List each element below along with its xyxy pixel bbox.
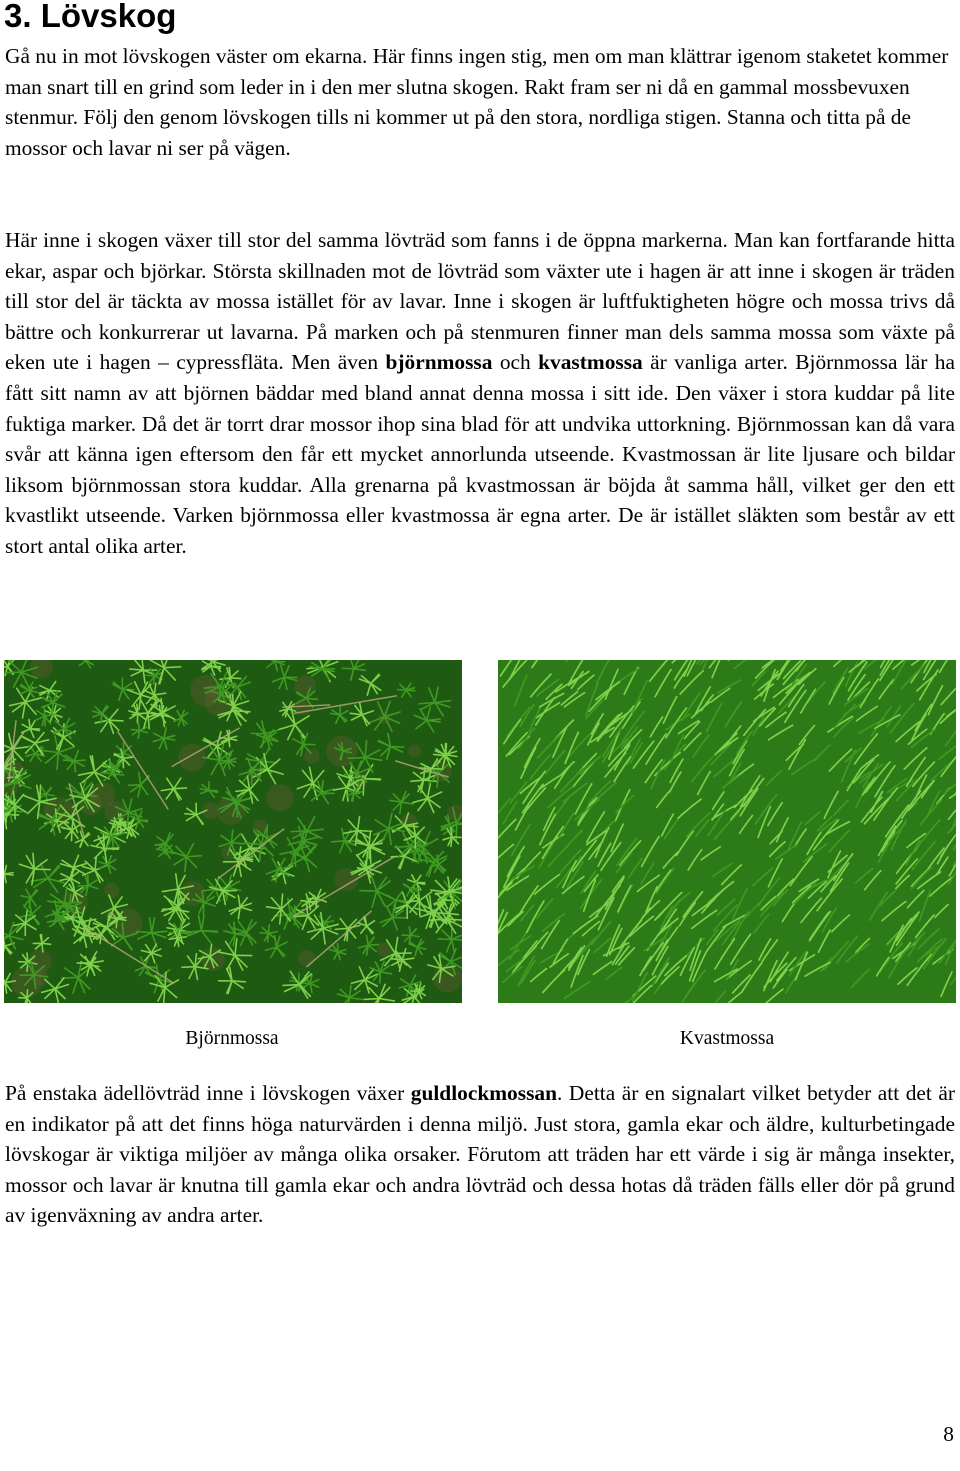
signal-text-2: . Detta är en signalart vilket betyder att det är en indikator på att det finns höga naturvärden i denna miljö. Just stora, gamla ekar och äldre, kulturbetingade lövskogar är viktiga miljöer av många olika orsaker. Förutom att träden har ett värde i sig är många insekter, mossor och lavar är knutna till gamla ekar och andra lövträd och dessa hotas då träden fälls eller dör på grund av igenväxning av andra arter. (5, 1081, 955, 1228)
kvastmossa-caption: Kvastmossa (679, 1028, 775, 1049)
bjornmossa-caption: Björnmossa (185, 1028, 279, 1049)
section-heading: 3. Lövskog (4, 0, 177, 34)
kvastmossa-image (498, 660, 956, 1003)
forest-text-3: är vanliga arter. Björnmossa lär ha fått sitt namn av att björnen bäddar med bland annat denna mossa i sitt ide. Den växer i stora kuddar på lite fuktiga marker. Då det är torrt drar mossor ihop sina blad för att undvika uttorkning. Björnmossan kan då vara svår att känna igen eftersom den får ett mycket annorlunda utseende. Kvastmossan är lite ljusare och bildar liksom björnmossan stora kuddar. Alla grenarna på kvastmossan är böjda åt samma håll, vilket ger den ett kvastlikt utseende. Varken björnmossa eller kvastmossa är egna arter. De är istället släkten som består av ett stort antal olika arter. (5, 350, 955, 558)
forest-text-1: Här inne i skogen växer till stor del samma lövträd som fanns i de öppna markerna. Man kan fortfarande hitta ekar, aspar och björkar. Största skillnaden mot de lövträd som växter ute i hagen är att inne i skogen är träden till stor del är täckta av mossa istället för av lavar. Inne i skogen är luftfuktigheten högre och mossa trivs då bättre och konkurrerar ut lavarna. På marken och på stenmuren finner man dels samma mossa som växte på eken ute i hagen – cypressfläta. Men även (5, 228, 955, 375)
signal-text-1: På enstaka ädellövträd inne i lövskogen växer (5, 1081, 411, 1105)
intro-paragraph: Gå nu in mot lövskogen väster om ekarna. Här finns ingen stig, men om man klättrar igenom staketet kommer man snart till en grind som leder in i den mer slutna skogen. Rakt fram ser ni då en gammal mossbevuxen stenmur. Följ den genom lövskogen tills ni kommer ut på den stora, nordliga stigen. Stanna och titta på de mossor och lavar ni ser på vägen. (5, 44, 949, 160)
page-number: 8 (943, 1422, 954, 1446)
bjornmossa-term: björnmossa (385, 350, 493, 375)
kvastmossa-term: kvastmossa (538, 350, 643, 375)
bjornmossa-photo (4, 660, 462, 1003)
signal-species-paragraph (5, 1078, 955, 1231)
bjornmossa-image (4, 660, 462, 1003)
guldlockmossan-term: guldlockmossan (410, 1081, 557, 1105)
forest-text-2: och (492, 350, 539, 375)
forest-paragraph (5, 225, 955, 562)
kvastmossa-photo (498, 660, 956, 1003)
